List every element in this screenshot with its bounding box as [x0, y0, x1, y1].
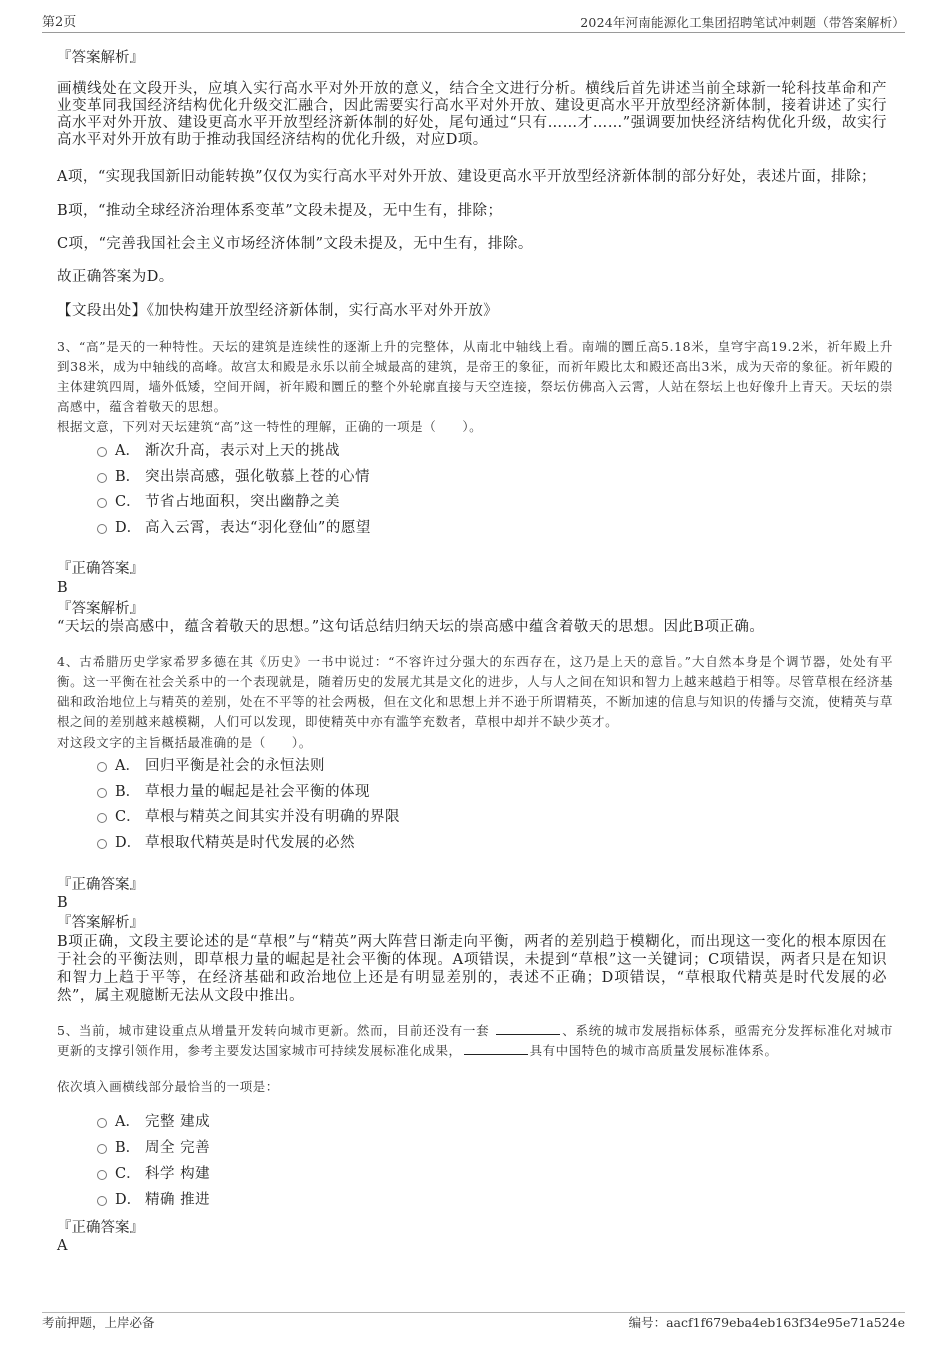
- q4-analysis-label: 『答案解析』: [57, 915, 144, 931]
- q4-answer: B: [57, 895, 68, 911]
- radio-button[interactable]: [97, 762, 107, 772]
- source-title: 《加快构建开放型经济新体制，实行高水平对外开放》: [146, 303, 499, 319]
- q3-option-d[interactable]: [0, 519, 950, 537]
- option-text: 草根力量的崛起是社会平衡的体现: [145, 784, 370, 800]
- q4-option-c[interactable]: [0, 808, 950, 826]
- q4-option-d[interactable]: [0, 834, 950, 852]
- q3-answer: B: [57, 580, 68, 596]
- q4-answer-label: 『正确答案』: [57, 877, 144, 893]
- q4-option-a[interactable]: [0, 757, 950, 775]
- q5-stem-part-2: 、系统的城市发展指标体系，亟需充分发挥标准化对城市更新的支撑引领作用，参考主要发达国家城市可持续发展标准化成果，: [57, 1023, 893, 1058]
- prev-note-c: C项，“完善我国社会主义市场经济体制”文段未提及，无中生有，排除。: [57, 236, 533, 252]
- document-code: [629, 1314, 905, 1332]
- q5-answer: A: [57, 1238, 68, 1254]
- radio-button[interactable]: [97, 813, 107, 823]
- q5-option-d[interactable]: [0, 1191, 950, 1209]
- option-text: 渐次升高，表示对上天的挑战: [145, 443, 340, 459]
- option-letter: B．: [115, 1140, 141, 1156]
- q5-option-b[interactable]: [0, 1139, 950, 1157]
- option-letter: A．: [115, 1114, 140, 1130]
- radio-button[interactable]: [97, 447, 107, 457]
- footer-slogan: 考前押题，上岸必备: [42, 1315, 155, 1330]
- q5-option-a[interactable]: [0, 1113, 950, 1131]
- option-text: 回归平衡是社会的永恒法则: [145, 758, 325, 774]
- q3-analysis-label: 『答案解析』: [57, 601, 144, 617]
- q4-stem: 4、古希腊历史学家希罗多德在其《历史》一书中说过：“不容许过分强大的东西存在，这乃是上天的意旨。”大自然本身是个调节器，处处有平衡。这一平衡在社会关系中的一个表现就是，随着历史的发展尤其是文化的进步，人与人之间在知识和智力上越来越趋于相等。尽管草根在经济基础和政治地位上与精英的差别，处在不平等的社会两极，但在文化和思想上并不逊于所谓精英，不断加速的信息与知识的传播与交流，使精英与草根之间的差别越来越模糊，人们可以发现，即使精英中亦有滥竽充数者，草根中却并不缺少英才。: [57, 654, 893, 729]
- q3-option-b[interactable]: [0, 468, 950, 486]
- option-text: 节省占地面积，突出幽静之美: [145, 494, 340, 510]
- q4-analysis: B项正确，文段主要论述的是“草根”与“精英”两大阵营日渐走向平衡，两者的差别趋于模糊化，而出现这一变化的根本原因在于社会的平衡法则，即草根力量的崛起是社会平衡的体现。A项错误，未提到“草根”这一关键词；C项错误，两者只是在知识和智力上趋于平等，在经济基础和政治地位上还是有明显差别的，表述不正确；D项错误，“草根取代精英是时代发展的必然”，属主观臆断无法从文段中推出。: [57, 934, 887, 1004]
- prev-analysis-text: 画横线处在文段开头，应填入实行高水平对外开放的意义，结合全文进行分析。横线后首先讲述当前全球新一轮科技革命和产业变革同我国经济结构优化升级交汇融合，因此需要实行高水平对外开放、建设更高水平开放型经济新体制，接着讲述了实行高水平对外开放、建设更高水平开放型经济新体制的好处，尾句通过“只有……才……”强调要加快经济结构优化升级，故实行高水平对外开放有助于推动我国经济结构的优化升级，对应D项。: [57, 81, 887, 148]
- q3-option-c[interactable]: [0, 493, 950, 511]
- radio-button[interactable]: [97, 498, 107, 508]
- option-letter: D．: [115, 835, 142, 851]
- option-letter: A．: [115, 758, 140, 774]
- prev-analysis-label: 『答案解析』: [57, 50, 144, 66]
- option-text: 科学 构建: [145, 1166, 211, 1182]
- option-letter: B．: [115, 784, 141, 800]
- option-text: 草根取代精英是时代发展的必然: [145, 835, 355, 851]
- option-text: 突出崇高感，强化敬慕上苍的心情: [145, 469, 370, 485]
- q5-stem-part-3: 具有中国特色的城市高质量发展标准体系。: [529, 1043, 778, 1058]
- radio-button[interactable]: [97, 1118, 107, 1128]
- option-letter: C．: [115, 809, 141, 825]
- option-text: 高入云霄，表达“羽化登仙”的愿望: [145, 520, 371, 536]
- prev-conclusion: 故正确答案为D。: [57, 269, 174, 285]
- prev-note-a: A项，“实现我国新旧动能转换”仅仅为实行高水平对外开放、建设更高水平开放型经济新体制的部分好处，表述片面，排除；: [57, 169, 876, 185]
- fill-blank-1: [496, 1023, 560, 1035]
- q3-analysis: “天坛的崇高感中，蕴含着敬天的思想。”这句话总结归纳天坛的崇高感中蕴含着敬天的思想。因此B项正确。: [57, 619, 765, 635]
- q5-answer-label: 『正确答案』: [57, 1220, 144, 1236]
- q3-prompt: 根据文意，下列对天坛建筑“高”这一特性的理解，正确的一项是（ ）。: [57, 419, 483, 434]
- q5-prompt: 依次填入画横线部分最恰当的一项是：: [57, 1079, 279, 1094]
- fill-blank-2: [464, 1043, 528, 1055]
- q5-option-c[interactable]: [0, 1165, 950, 1183]
- document-code-value: aacf1f679eba4eb163f34e95e71a524e: [666, 1315, 905, 1330]
- option-letter: D．: [115, 520, 142, 536]
- q3-option-a[interactable]: [0, 442, 950, 460]
- radio-button[interactable]: [97, 473, 107, 483]
- prev-note-b: B项，“推动全球经济治理体系变革”文段未提及，无中生有，排除；: [57, 203, 503, 219]
- radio-button[interactable]: [97, 1196, 107, 1206]
- document-code-label: 编号：: [628, 1315, 667, 1330]
- header-divider: [42, 32, 905, 33]
- document-title: 2024年河南能源化工集团招聘笔试冲刺题（带答案解析）: [580, 15, 905, 30]
- q3-stem: 3、“高”是天的一种特性。天坛的建筑是连续性的逐渐上升的完整体，从南北中轴线上看。南端的圜丘高5.18米，皇穹宇高19.2米，祈年殿上升到38米，成为中轴线的高峰。故宫太和殿是永乐以前全城最高的建筑，是帝王的象征，而祈年殿比太和殿还高出3米，成为天帝的象征。祈年殿的主体建筑四周，墙外低矮，空间开阔，祈年殿和圜丘的整个外轮廓直接与天空连接，祭坛仿佛高入云霄，人站在祭坛上也好像升上青天。天坛的崇高感中，蕴含着敬天的思想。: [57, 339, 893, 414]
- radio-button[interactable]: [97, 1170, 107, 1180]
- option-letter: C．: [115, 494, 141, 510]
- q5-stem-part-1: 5、当前，城市建设重点从增量开发转向城市更新。然而，目前还没有一套: [57, 1023, 495, 1038]
- footer-divider: [42, 1312, 905, 1313]
- option-text: 周全 完善: [145, 1140, 211, 1156]
- q4-prompt: 对这段文字的主旨概括最准确的是（ ）。: [57, 735, 312, 750]
- page-number: 第2页: [42, 15, 77, 30]
- radio-button[interactable]: [97, 788, 107, 798]
- q3-answer-label: 『正确答案』: [57, 561, 144, 577]
- option-text: 完整 建成: [145, 1114, 211, 1130]
- option-letter: D．: [115, 1192, 142, 1208]
- option-text: 精确 推进: [145, 1192, 211, 1208]
- option-letter: A．: [115, 443, 140, 459]
- q4-option-b[interactable]: [0, 783, 950, 801]
- option-text: 草根与精英之间其实并没有明确的界限: [145, 809, 400, 825]
- prev-source: [57, 303, 887, 320]
- option-letter: B．: [115, 469, 141, 485]
- source-label: 【文段出处】: [57, 303, 147, 319]
- option-letter: C．: [115, 1166, 141, 1182]
- radio-button[interactable]: [97, 839, 107, 849]
- radio-button[interactable]: [97, 1144, 107, 1154]
- radio-button[interactable]: [97, 524, 107, 534]
- q5-stem: [57, 1021, 893, 1061]
